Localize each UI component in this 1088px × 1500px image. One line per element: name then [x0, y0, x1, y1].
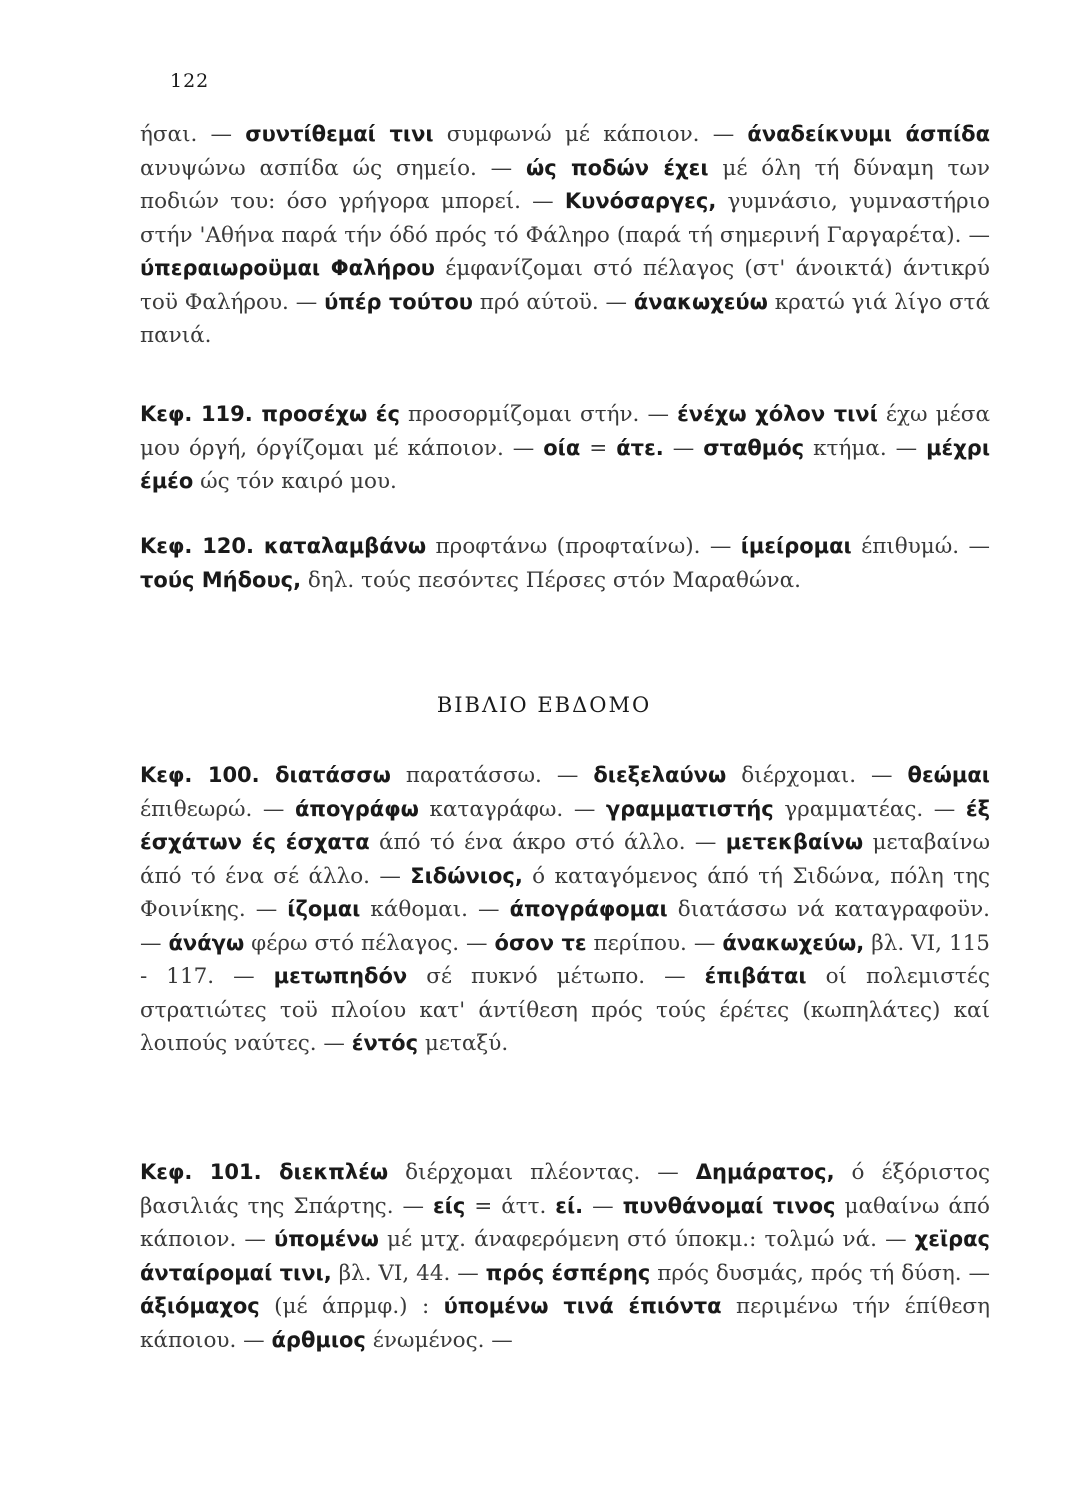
section-kef-119 [140, 398, 990, 499]
headword: Δημάρατος, [695, 1160, 835, 1184]
headword: Κεφ. 120. [140, 534, 264, 558]
headword: άπογράφω [294, 796, 419, 821]
headword: μετωπηδόν [273, 964, 408, 988]
gloss-text: διέρχομαι. — [726, 763, 908, 788]
page-number: 122 [170, 70, 210, 92]
gloss-text: μέ όλη τή δύναμη των ποδιών του: όσο γρήγορα μπορεί. — [140, 155, 990, 214]
gloss-text: κτήμα. — [804, 435, 927, 461]
gloss-text: άπό τό ένα άκρο στό άλλο. — [369, 830, 726, 855]
headword: χεϊρας άνταίρομαί τινι, [140, 1227, 990, 1285]
gloss-text: διατάσσω νά καταγραφοϋν. — [140, 897, 990, 956]
gloss-text: προφτάνω (προφταίνω). — [426, 534, 741, 559]
headword: Κεφ. 119. [140, 402, 262, 426]
book-heading: ΒΙΒΛΙΟ ΕΒΔΟΜΟ [436, 693, 652, 717]
gloss-text: ώς τόν καιρό μου. [193, 469, 397, 494]
gloss-text: ό καταγόμενος άπό τή Σιδώνα, πόλη της Φοινίκης. — [140, 863, 990, 922]
gloss-text: προσορμίζομαι στήν. — [399, 402, 678, 427]
gloss-text: μέ μτχ. άναφερόμενη στό ύποκμ.: τολμώ νά. — [378, 1227, 915, 1252]
headword: ένέχω χόλον τινί [677, 402, 878, 426]
headword: τούς Μήδους, [140, 567, 302, 592]
headword: άξιόμαχος [140, 1294, 260, 1318]
gloss-text: — [663, 435, 704, 461]
section-text [140, 1156, 990, 1357]
headword: όσον τε [494, 930, 587, 955]
headword: ύπεραιωροϋμαι Φαλήρου [140, 256, 435, 280]
gloss-text: κάθομαι. — [360, 897, 510, 922]
gloss-text: περίπου. — [586, 930, 723, 956]
headword: διεκπλέω [279, 1160, 389, 1184]
gloss-text: μεταξύ. [418, 1031, 509, 1056]
headword: άνακωχεύω [633, 289, 768, 314]
gloss-text: οί πολεμιστές στρατιώτες τοϋ πλοίου κατ' άντίθεση πρός τούς έρέτες (κωπηλάτες) καί λοιπούς ναύτες. — [140, 964, 990, 1056]
headword: προσέχω ές [261, 402, 400, 426]
section-kef-120 [140, 530, 990, 597]
headword: οία [543, 435, 581, 460]
headword: άνάγω [168, 930, 245, 955]
gloss-text: έπιθυμώ. — [851, 534, 990, 559]
headword: ύπέρ τούτου [324, 289, 473, 314]
gloss-text: μεταβαίνω άπό τό ένα σέ άλλο. — [140, 830, 991, 889]
gloss-text: έπιθεωρώ. — [140, 796, 295, 822]
gloss-text: γραμματέας. — [773, 796, 966, 822]
gloss-text: περιμένω τήν έπίθεση κάποιου. — [140, 1294, 990, 1353]
headword: γραμματιστής [605, 796, 774, 821]
headword: ίμείρομαι [740, 534, 852, 558]
headword: ύπομένω τινά έπιόντα [443, 1294, 722, 1318]
gloss-text: σέ πυκνό μέτωπο. — [407, 964, 705, 989]
gloss-text: ήσαι. — [140, 122, 246, 147]
gloss-text: βλ. VI, 44. — [331, 1260, 486, 1286]
gloss-text: (μέ άπρμφ.) : [259, 1294, 444, 1319]
headword: έξ έσχάτων ές έσχατα [140, 796, 990, 854]
section-1 [140, 118, 990, 353]
headword: εί. [555, 1193, 584, 1218]
headword: μέχρι έμέο [140, 435, 990, 493]
headword: διεξελαύνω [593, 763, 727, 787]
headword: άνακωχεύω, [722, 930, 865, 955]
gloss-text: έχω μέσα μου όργή, όργίζομαι μέ κάποιον. — [140, 402, 990, 461]
section-text [140, 759, 990, 1061]
gloss-text: μαθαίνω άπό κάποιον. — [140, 1193, 991, 1252]
headword: συντίθεμαί τινι [245, 122, 434, 146]
headword: έπιβάται [704, 964, 807, 988]
headword: θεώμαι [907, 763, 990, 787]
section-kef-101 [140, 1156, 990, 1357]
headword: Σιδώνιος, [410, 863, 523, 888]
gloss-text: = άττ. [465, 1193, 556, 1219]
headword: πρός έσπέρης [485, 1260, 651, 1285]
headword: διατάσσω [275, 763, 391, 787]
headword: Κεφ. 100. [140, 763, 276, 787]
section-text [140, 530, 990, 597]
gloss-text: φέρω στό πέλαγος. — [244, 930, 495, 956]
headword: Κεφ. 101. [140, 1160, 280, 1184]
headword: πυνθάνομαί τινος [622, 1193, 836, 1218]
gloss-text: βλ. VI, 115 - 117. — [140, 930, 990, 989]
headword: Κυνόσαργες, [564, 189, 717, 213]
headword: καταλαμβάνω [263, 534, 427, 558]
headword: άπογράφομαι [509, 897, 668, 921]
headword: άτε. [616, 435, 664, 460]
gloss-text: έμφανίζομαι στό πέλαγος (στ' άνοικτά) άντικρύ τοϋ Φαλήρου. — [140, 256, 990, 315]
headword: ίζομαι [287, 897, 361, 921]
section-text [140, 398, 990, 499]
gloss-text: συμφωνώ μέ κάποιον. — [433, 122, 748, 147]
headword: μετεκβαίνω [725, 830, 864, 854]
gloss-text: = [580, 435, 617, 461]
gloss-text: πρό αύτοϋ. — [472, 289, 634, 315]
gloss-text: — [583, 1193, 623, 1219]
gloss-text: ανυψώνω ασπίδα ώς σημείο. — [140, 155, 527, 181]
gloss-text: ό έξόριστος βασιλιάς της Σπάρτης. — [140, 1160, 990, 1219]
gloss-text: διέρχομαι πλέοντας. — [388, 1160, 696, 1185]
headword: είς [432, 1193, 466, 1218]
headword: σταθμός [703, 435, 805, 460]
gloss-text: κρατώ γιά λίγο στά πανιά. [140, 289, 990, 348]
headword: έντός [351, 1031, 419, 1055]
headword: ώς ποδών έχει [526, 155, 709, 180]
gloss-text: παρατάσσω. — [390, 763, 594, 788]
gloss-text: δηλ. τούς πεσόντες Πέρσες στόν Μαραθώνα. [301, 567, 801, 593]
section-kef-100 [140, 759, 990, 1061]
gloss-text: καταγράφω. — [418, 796, 606, 822]
gloss-text: γυμνάσιο, γυμναστήριο στήν 'Αθήνα παρά τήν όδό πρός τό Φάληρο (παρά τή σημερινή Γαργαρέτα). — [140, 189, 991, 248]
section-text [140, 118, 990, 353]
headword: άναδείκνυμι άσπίδα [747, 122, 990, 146]
headword: άρθμιος [271, 1327, 366, 1352]
gloss-text: ένωμένος. — [365, 1327, 513, 1353]
headword: ύπομένω [274, 1227, 379, 1251]
gloss-text: πρός δυσμάς, πρός τή δύση. — [650, 1260, 991, 1286]
